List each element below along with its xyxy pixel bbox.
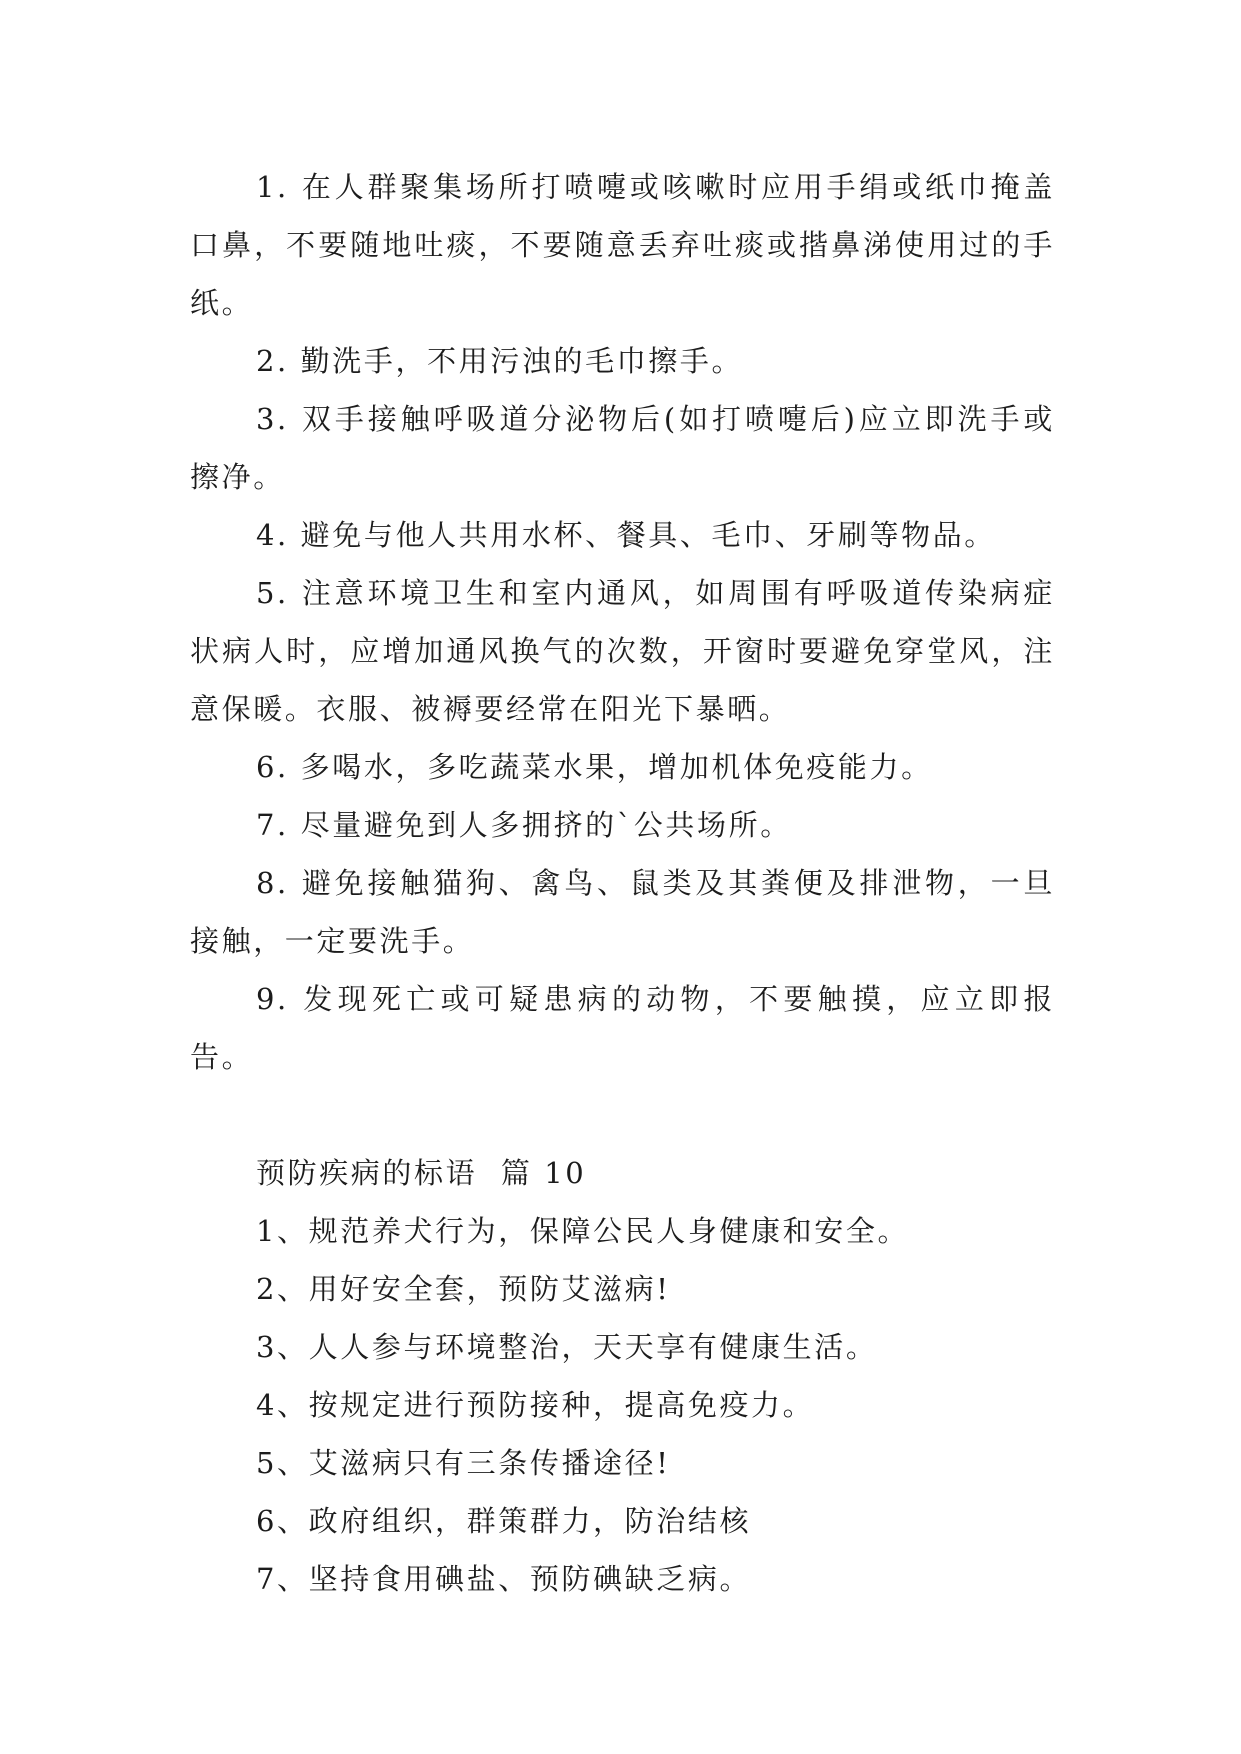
- tip-paragraph: 6. 多喝水，多吃蔬菜水果，增加机体免疫能力。: [256, 750, 933, 784]
- tip-paragraph: 1. 在人群聚集场所打喷嚏或咳嗽时应用手绢或纸巾掩盖口鼻，不要随地吐痰，不要随意丢弃吐痰或揩鼻涕使用过的手纸。: [190, 170, 1055, 320]
- slogan-item: 4、按规定进行预防接种，提高免疫力。: [256, 1388, 815, 1422]
- tip-paragraph: 8. 避免接触猫狗、禽鸟、鼠类及其粪便及排泄物，一旦接触，一定要洗手。: [190, 866, 1055, 958]
- tip-paragraph: 2. 勤洗手，不用污浊的毛巾擦手。: [256, 344, 744, 378]
- slogan-item: 6、政府组织，群策群力，防治结核: [256, 1504, 752, 1538]
- slogan-item: 5、艾滋病只有三条传播途径!: [256, 1446, 671, 1480]
- slogan-item: 2、用好安全套，预防艾滋病!: [256, 1272, 671, 1306]
- slogan-item: 7、坚持食用碘盐、预防碘缺乏病。: [256, 1562, 752, 1596]
- slogan-item: 1、规范养犬行为，保障公民人身健康和安全。: [256, 1214, 910, 1248]
- tip-paragraph: 7. 尽量避免到人多拥挤的`公共场所。: [256, 808, 792, 842]
- slogan-item: 3、人人参与环境整治，天天享有健康生活。: [256, 1330, 878, 1364]
- document-body: [190, 158, 1055, 1608]
- section-heading: 预防疾病的标语 篇 10: [256, 1156, 587, 1190]
- tip-paragraph: 5. 注意环境卫生和室内通风，如周围有呼吸道传染病症状病人时，应增加通风换气的次数，开窗时要避免穿堂风，注意保暖。衣服、被褥要经常在阳光下暴晒。: [190, 576, 1055, 726]
- tip-paragraph: 4. 避免与他人共用水杯、餐具、毛巾、牙刷等物品。: [256, 518, 996, 552]
- tip-paragraph: 3. 双手接触呼吸道分泌物后(如打喷嚏后)应立即洗手或擦净。: [190, 402, 1055, 494]
- tip-paragraph: 9. 发现死亡或可疑患病的动物，不要触摸，应立即报告。: [190, 982, 1055, 1074]
